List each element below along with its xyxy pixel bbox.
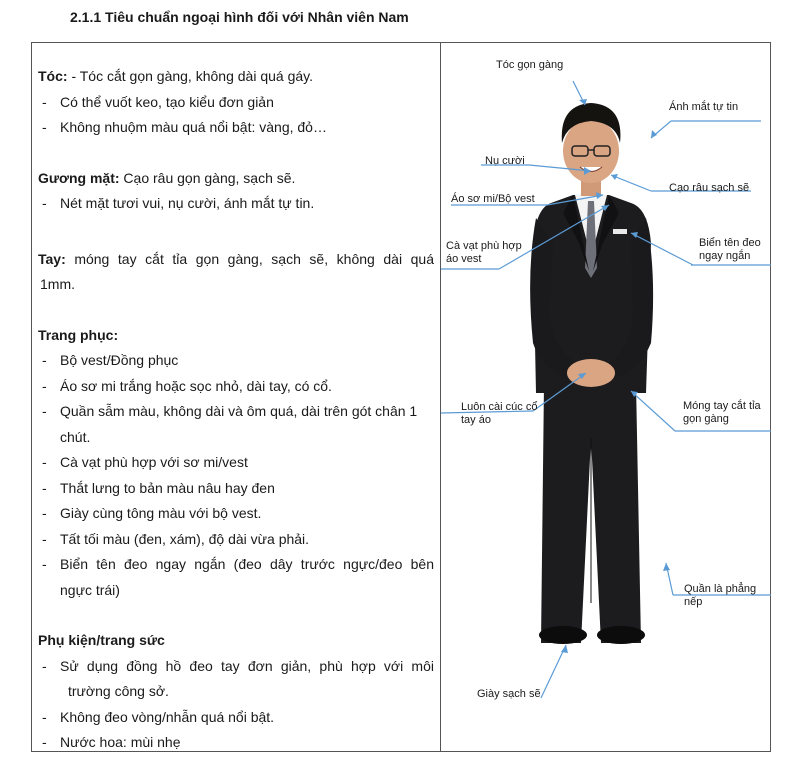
illustration-panel <box>441 43 771 751</box>
attire-item: - Bộ vest/Đồng phục <box>38 348 434 374</box>
accessories-item: - Sử dụng đồng hồ đeo tay đơn giản, phù hợp với môi <box>38 654 434 680</box>
attire-item-cont: ngực trái) <box>60 581 120 598</box>
callout-eyes: Ánh mắt tự tin <box>669 101 739 113</box>
hands-label: Tay: <box>38 250 66 267</box>
hair-item: - Có thể vuốt keo, tạo kiểu đơn giản <box>38 90 434 116</box>
attire-label: Trang phục: <box>38 326 119 343</box>
callout-shoes: Giày sạch sẽ <box>477 688 541 700</box>
attire-item: - Biển tên đeo ngay ngắn (đeo dây trước ngực/đeo bên <box>38 552 434 578</box>
hair-item: - Không nhuộm màu quá nổi bật: vàng, đỏ… <box>38 115 434 141</box>
face-item: - Nét mặt tươi vui, nụ cười, ánh mắt tự tin. <box>38 191 434 217</box>
hands-text: móng tay cắt tỉa gọn gàng, sạch sẽ, không dài quá <box>65 250 434 267</box>
attire-item: - Áo sơ mi trắng hoặc sọc nhỏ, dài tay, có cổ. <box>38 374 434 400</box>
attire-item: - Quần sẫm màu, không dài và ôm quá, dài trên gót chân 1 <box>38 399 434 425</box>
accessories-item: - Không đeo vòng/nhẫn quá nổi bật. <box>38 705 434 731</box>
attire-item-cont: chút. <box>60 428 91 445</box>
attire-item: - Thắt lưng to bản màu nâu hay đen <box>38 476 434 502</box>
callout-nails: Móng tay cắt tỉa gọn gàng <box>683 400 761 425</box>
hair-section <box>38 64 434 90</box>
hair-label: Tóc: <box>38 68 68 84</box>
callout-hair: Tóc gọn gàng <box>496 59 564 71</box>
callout-trousers: Quần là phẳng nếp <box>684 583 757 608</box>
hands-text-cont: 1mm. <box>40 276 75 292</box>
face-text: Cạo râu gọn gàng, sạch sẽ. <box>119 169 296 186</box>
attire-item: - Tất tối màu (đen, xám), độ dài vừa phải. <box>38 527 434 553</box>
callout-nametag: Biển tên đeo ngay ngắn <box>699 237 761 262</box>
attire-item: - Giày cùng tông màu với bộ vest. <box>38 501 434 527</box>
hands-section <box>38 247 434 273</box>
attire-item: - Cà vạt phù hợp với sơ mi/vest <box>38 450 434 476</box>
man-in-suit-figure <box>441 43 771 751</box>
callout-smile: Nụ cười <box>485 155 525 167</box>
callout-shave: Cạo râu sạch sẽ <box>669 182 750 194</box>
face-label: Gương mặt: <box>38 169 120 186</box>
callout-shirt: Áo sơ mi/Bộ vest <box>451 193 535 205</box>
accessories-item: - Nước hoa: mùi nhẹ <box>38 730 434 756</box>
face-section <box>38 166 434 192</box>
hair-text: - Tóc cắt gọn gàng, không dài quá gáy. <box>67 68 313 84</box>
callout-tie: Cà vạt phù hợp áo vest <box>446 240 522 265</box>
section-heading: 2.1.1 Tiêu chuẩn ngoại hình đối với Nhân viên Nam <box>70 9 409 25</box>
left-column <box>38 64 434 756</box>
callout-cufflinks: Luôn cài cúc cổ tay áo <box>461 401 538 426</box>
accessories-item-cont: trường công sở. <box>68 683 169 699</box>
accessories-label: Phụ kiện/trang sức <box>38 632 165 648</box>
